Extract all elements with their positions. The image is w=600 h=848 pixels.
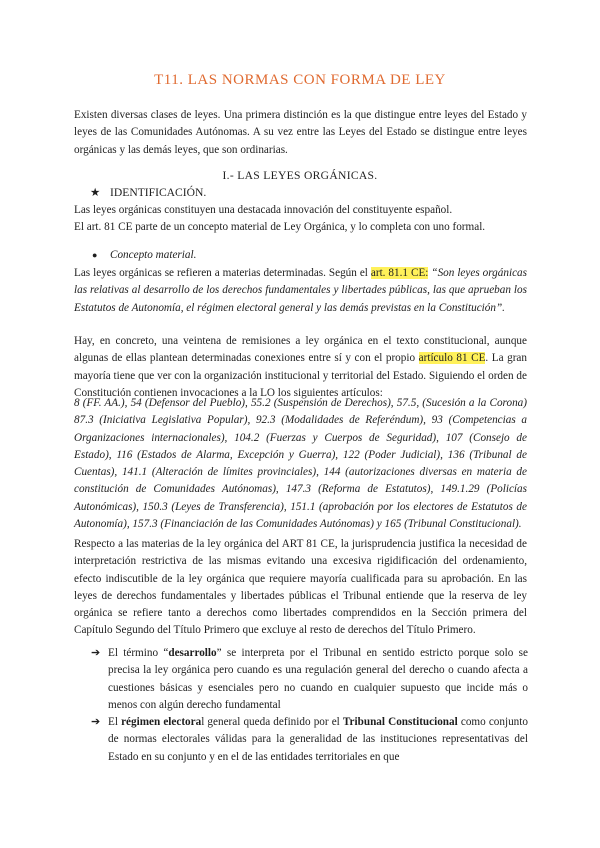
arrow-item-body: El término “desarrollo” se interpreta por el Tribunal en sentido estricto porque solo se precisa la ley orgánica pero cuando es una regulación general del derecho o cuando afecta a cuestiones básicas y esenciales pero no cuando en cualquier supuesto que incide más o menos con algún derecho fundamental (108, 647, 528, 711)
arrow-bullet-icon: ➔ (91, 716, 101, 728)
dot-bullet-icon: ● (92, 250, 98, 260)
concepto-p2-text-b: . La gran mayoría tiene que ver con la organización institucional y territorial del Estado. Siguiendo el orden de Constitución contienen invocaciones a la LO los siguientes artículos: (74, 352, 527, 399)
articles-list: 8 (FF. AA.), 54 (Defensor del Pueblo), 55.2 (Suspensión de Derechos), 57.5, (Sucesión a la Corona) 87.3 (Iniciativa Legislativa Popular), 92.3 (Modalidades de Referéndum), 93 (Competencias a Organizaciones internacionales), 104.2 (Fuerzas y Cuerpos de Seguridad), 107 (Consejo de Estado), 116 (Estados de Alarma, Excepción y Guerra), 122 (Poder Judicial), 136 (Tribunal de Cuentas), 141.1 (Alteración de límites provinciales), 144 (autorizaciones diversas en materia de constitución de Comunidades Autónomas), 147.3 (Reforma de Estatutos), 149.1.29 (Policías Autonómicas), 150.3 (Leyes de Transferencia), 151.1 (aprobación por los electores de Estatutos de Autonomía), 157.3 (Financiación de las Comunidades Autónomas) y 165 (Tribunal Constitucional). (74, 397, 527, 531)
concepto-paragraph-2 (74, 333, 527, 402)
identificacion-line-2: El art. 81 CE parte de un concepto material de Ley Orgánica, y lo completa con uno formal. (74, 221, 486, 233)
identificacion-heading (90, 185, 206, 199)
bold-regimen-electoral: régimen electora (121, 716, 202, 728)
concepto-paragraph-3: Respecto a las materias de la ley orgánica del ART 81 CE, la jurisprudencia justifica la necesidad de interpretación restrictiva de las mismas evitando una excesiva rigidificación del ordenamiento, efecto indiscutible de la ley orgánica que requiere mayoría cualificada para su aprobación. En las leyes de derechos fundamentales y libertades públicas el Tribunal entiende que la reserva de ley orgánica se refiere tanto a derechos como libertades comprendidos en la Sección primera del Capítulo Segundo del Título Primero que excluye al resto de derechos del Título Primero. (74, 538, 527, 637)
bold-desarrollo: desarrollo (168, 647, 217, 659)
concepto-label: Concepto material. (110, 249, 197, 261)
intro-paragraph: Existen diversas clases de leyes. Una primera distinción es la que distingue entre leyes del Estado y leyes de las Comunidades Autónomas. A su vez entre las Leyes del Estado se distingue entre leyes orgánicas y las demás leyes, que son ordinarias. (74, 109, 527, 156)
arrow-item-regimen-electoral (91, 714, 528, 766)
concepto-p2-text-a: Hay, en concreto, una veintena de remisiones a ley orgánica en el texto constitucional, aunque algunas de ellas plantean determinadas conexiones entre sí y con el propio (74, 335, 527, 365)
arrow-item-desarrollo (91, 645, 528, 714)
concepto-heading (92, 249, 196, 261)
highlight-art-81: artículo 81 CE (418, 352, 486, 365)
section-heading: I.- LAS LEYES ORGÁNICAS. (222, 169, 378, 182)
bold-tribunal-constitucional: Tribunal Constitucional (342, 716, 458, 728)
page-title: T11. LAS NORMAS CON FORMA DE LEY (154, 72, 446, 88)
identificacion-line-1: Las leyes orgánicas constituyen una destacada innovación del constituyente español. (74, 204, 453, 216)
arrow-item-body: El régimen electoral general queda definido por el Tribunal Constitucional como conjunto de normas electorales válidas para la generalidad de las instituciones representativas del Estado en su conjunto y en el de las entidades territoriales en que (108, 716, 528, 763)
concepto-paragraph-1 (74, 265, 527, 317)
art-81-quote: “Son leyes orgánicas las relativas al desarrollo de los derechos fundamentales y libertades públicas, las que aprueban los Estatutos de Autonomía, el régimen electoral general y las demás previstas en la Constitución”. (74, 267, 527, 314)
concepto-p1-text: Las leyes orgánicas se refieren a materias determinadas. Según el (74, 267, 371, 279)
highlight-art-81-1: art. 81.1 CE: (370, 267, 429, 279)
arrow-bullet-icon: ➔ (91, 647, 101, 659)
star-bullet-icon: ★ (90, 186, 101, 199)
identificacion-label: IDENTIFICACIÓN. (110, 186, 207, 199)
